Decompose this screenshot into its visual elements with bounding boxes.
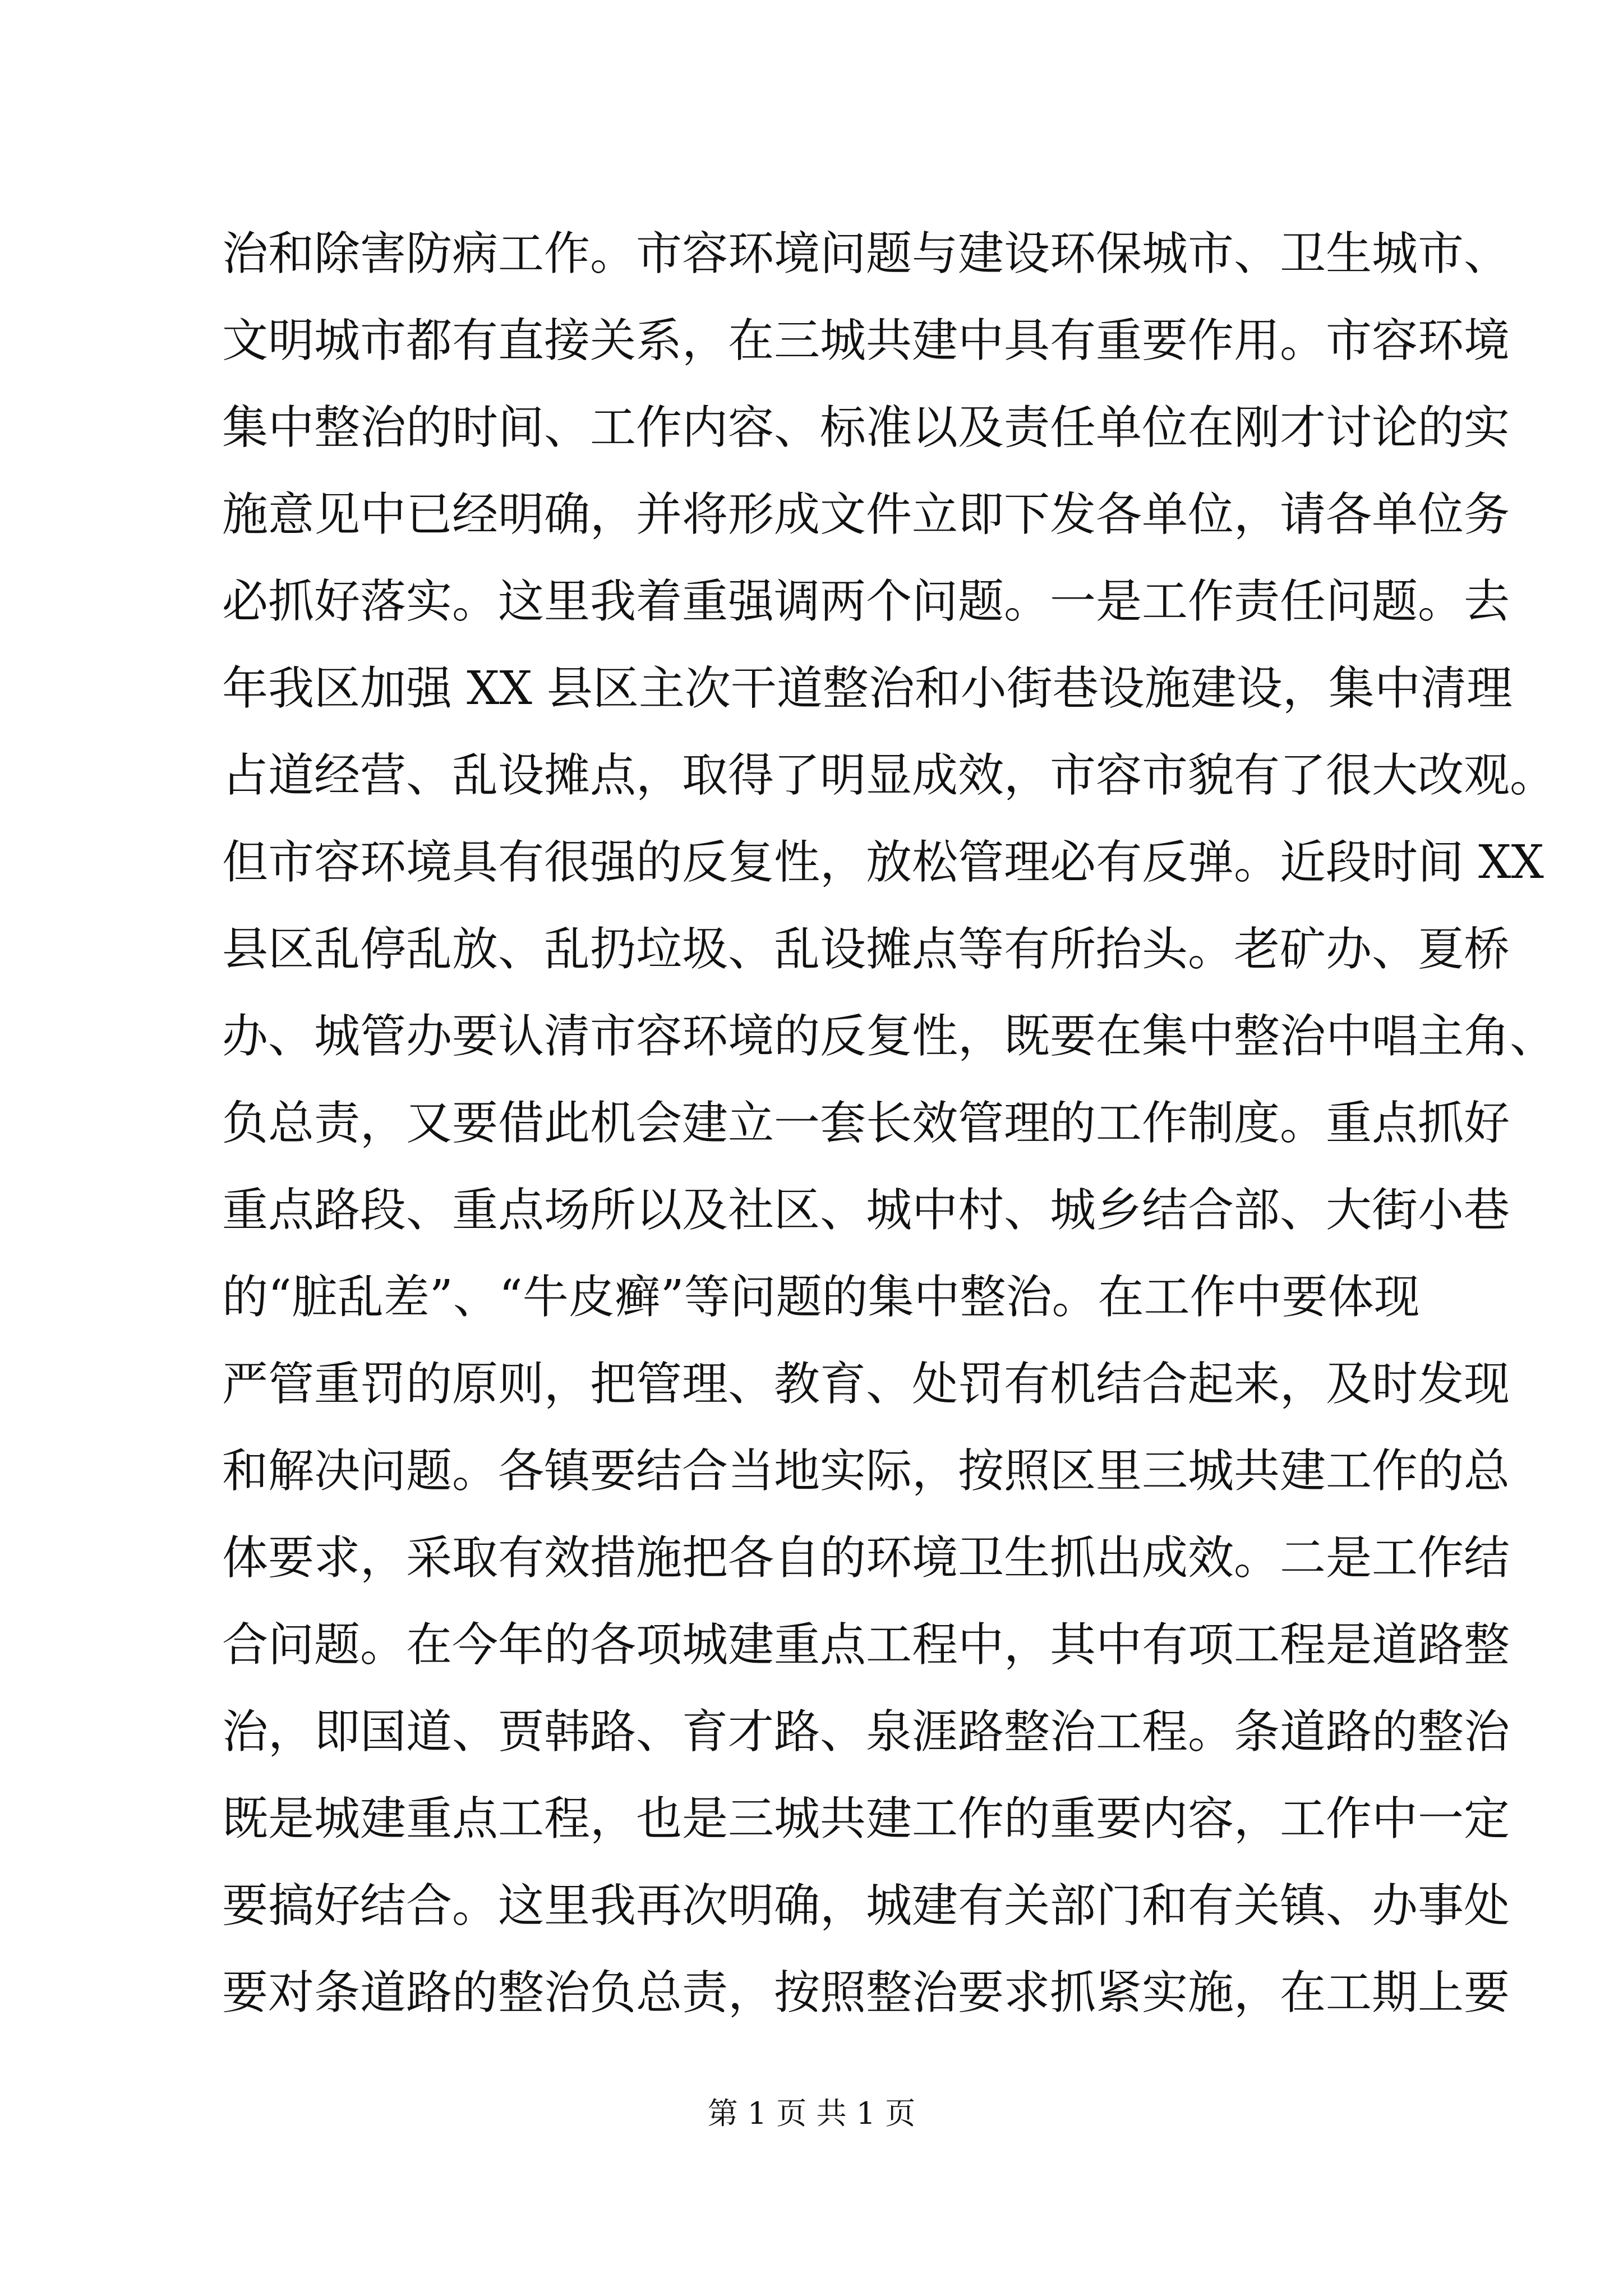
text-line-17: 合问题。在今年的各项城建重点工程中，其中有项工程是道路整 xyxy=(222,1618,1510,1672)
text-line-21: 要对条道路的整治负总责，按照整治要求抓紧实施，在工期上要 xyxy=(222,1966,1510,2019)
text-line-13: 的“脏乱差”、“牛皮癣”等问题的集中整治。在工作中要体现 xyxy=(222,1271,1420,1324)
body-text xyxy=(222,210,1556,2036)
text-line-2: 文明城市都有直接关系，在三城共建中具有重要作用。市容环境 xyxy=(222,314,1510,367)
text-line-8: 但市容环境具有很强的反复性，放松管理必有反弹。近段时间 XX xyxy=(222,836,1544,889)
text-line-12: 重点路段、重点场所以及社区、城中村、城乡结合部、大街小巷 xyxy=(222,1184,1510,1237)
text-line-7: 占道经营、乱设摊点，取得了明显成效，市容市貌有了很大改观。 xyxy=(222,749,1556,802)
text-line-15: 和解决问题。各镇要结合当地实际，按照区里三城共建工作的总 xyxy=(222,1444,1510,1498)
text-line-4: 施意见中已经明确，并将形成文件立即下发各单位，请各单位务 xyxy=(222,488,1510,541)
text-line-10: 办、城管办要认清市容环境的反复性，既要在集中整治中唱主角、 xyxy=(222,1010,1556,1063)
page-number-label: 第 1 页 共 1 页 xyxy=(707,2096,916,2131)
text-line-20: 要搞好结合。这里我再次明确，城建有关部门和有关镇、办事处 xyxy=(222,1879,1510,1932)
text-line-19: 既是城建重点工程，也是三城共建工作的重要内容，工作中一定 xyxy=(222,1792,1510,1846)
text-line-1: 治和除害防病工作。市容环境问题与建设环保城市、卫生城市、 xyxy=(222,227,1510,280)
text-line-16: 体要求，采取有效措施把各自的环境卫生抓出成效。二是工作结 xyxy=(222,1531,1510,1585)
text-line-9: 县区乱停乱放、乱扔垃圾、乱设摊点等有所抬头。老矿办、夏桥 xyxy=(222,923,1510,976)
text-line-14: 严管重罚的原则，把管理、教育、处罚有机结合起来，及时发现 xyxy=(222,1358,1510,1411)
text-line-11: 负总责，又要借此机会建立一套长效管理的工作制度。重点抓好 xyxy=(222,1097,1510,1150)
text-line-6: 年我区加强 XX 县区主次干道整治和小街巷设施建设，集中清理 xyxy=(222,662,1513,715)
page-footer xyxy=(0,2091,1623,2136)
text-line-18: 治，即国道、贾韩路、育才路、泉涯路整治工程。条道路的整治 xyxy=(222,1705,1510,1759)
text-line-5: 必抓好落实。这里我着重强调两个问题。一是工作责任问题。去 xyxy=(222,575,1510,628)
text-line-3: 集中整治的时间、工作内容、标准以及责任单位在刚才讨论的实 xyxy=(222,401,1510,454)
